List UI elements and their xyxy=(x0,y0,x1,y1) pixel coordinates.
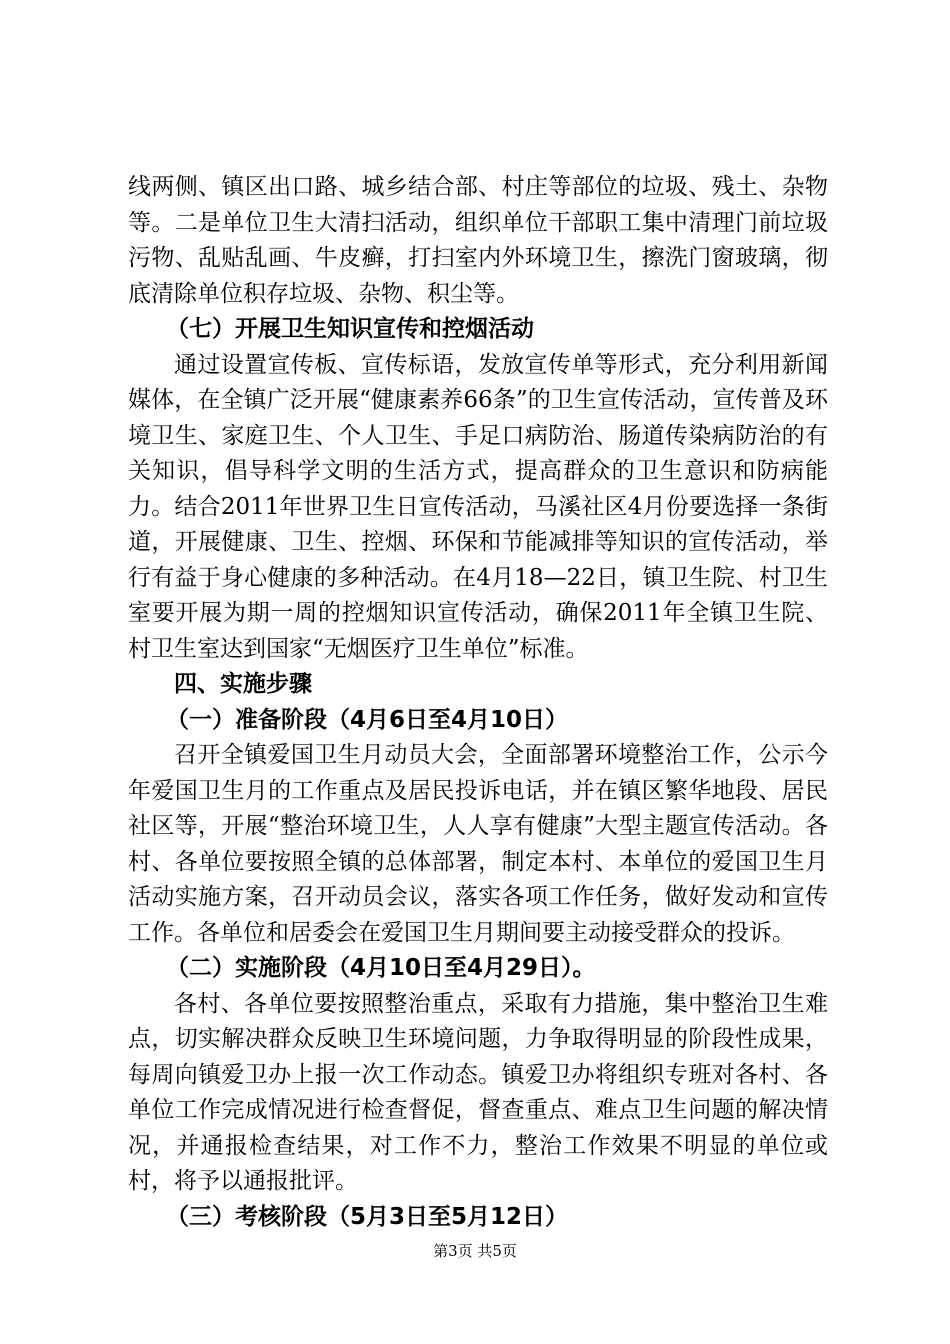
section-heading-implementation-stage: （二）实施阶段（4月10日至4月29日）。 xyxy=(166,955,596,981)
section-heading-preparation-stage: （一）准备阶段（4月6日至4月10日） xyxy=(166,706,569,733)
page-number: 第3页 共5页 xyxy=(433,1242,517,1260)
paragraph-preparation-stage: 召开全镇爱国卫生月动员大会，全面部署环境整治工作，公示今年爱国卫生月的工作重点及居民投诉电话，并在镇区繁华地段、居民社区等，开展“整治环境卫生，人人享有健康”大型主题宣传活动。各村、各单位要按照全镇的总体部署，制定本村、本单位的爱国卫生月活动实施方案，召开动员会议，落实各项工作任务，做好发动和宣传工作。各单位和居委会在爱国卫生月期间要主动接受群众的投诉。 xyxy=(128,742,828,946)
paragraph-cleanup-continued: 线两侧、镇区出口路、城乡结合部、村庄等部位的垃圾、残土、杂物等。二是单位卫生大清扫活动，组织单位干部职工集中清理门前垃圾污物、乱贴乱画、牛皮癣，打扫室内外环境卫生，擦洗门窗玻璃，彻底清除单位积存垃圾、杂物、积尘等。 xyxy=(128,174,828,307)
section-heading-4-implementation-steps: 四、实施步骤 xyxy=(174,671,312,697)
section-heading-assessment-stage: （三）考核阶段（5月3日至5月12日） xyxy=(166,1203,569,1230)
paragraph-health-publicity: 通过设置宣传板、宣传标语，发放宣传单等形式，充分利用新闻媒体，在全镇广泛开展“健康素养66条”的卫生宣传活动，宣传普及环境卫生、家庭卫生、个人卫生、手足口病防治、肠道传染病防治的有关知识，倡导科学文明的生活方式，提高群众的卫生意识和防病能力。结合2011年世界卫生日宣传活动，马溪社区4月份要选择一条街道，开展健康、卫生、控烟、环保和节能减排等知识的宣传活动，举行有益于身心健康的多种活动。在4月18—22日，镇卫生院、村卫生室要开展为期一周的控烟知识宣传活动，确保2011年全镇卫生院、村卫生室达到国家“无烟医疗卫生单位”标准。 xyxy=(128,351,828,662)
paragraph-implementation-stage: 各村、各单位要按照整治重点，采取有力措施，集中整治卫生难点，切实解决群众反映卫生环境问题，力争取得明显的阶段性成果，每周向镇爱卫办上报一次工作动态。镇爱卫办将组织专班对各村、各单位工作完成情况进行检查督促，督查重点、难点卫生问题的解决情况，并通报检查结果，对工作不力，整治工作效果不明显的单位或村，将予以通报批评。 xyxy=(128,990,828,1194)
document-body xyxy=(128,170,828,1235)
section-heading-7-health-publicity: （七）开展卫生知识宣传和控烟活动 xyxy=(166,316,534,342)
